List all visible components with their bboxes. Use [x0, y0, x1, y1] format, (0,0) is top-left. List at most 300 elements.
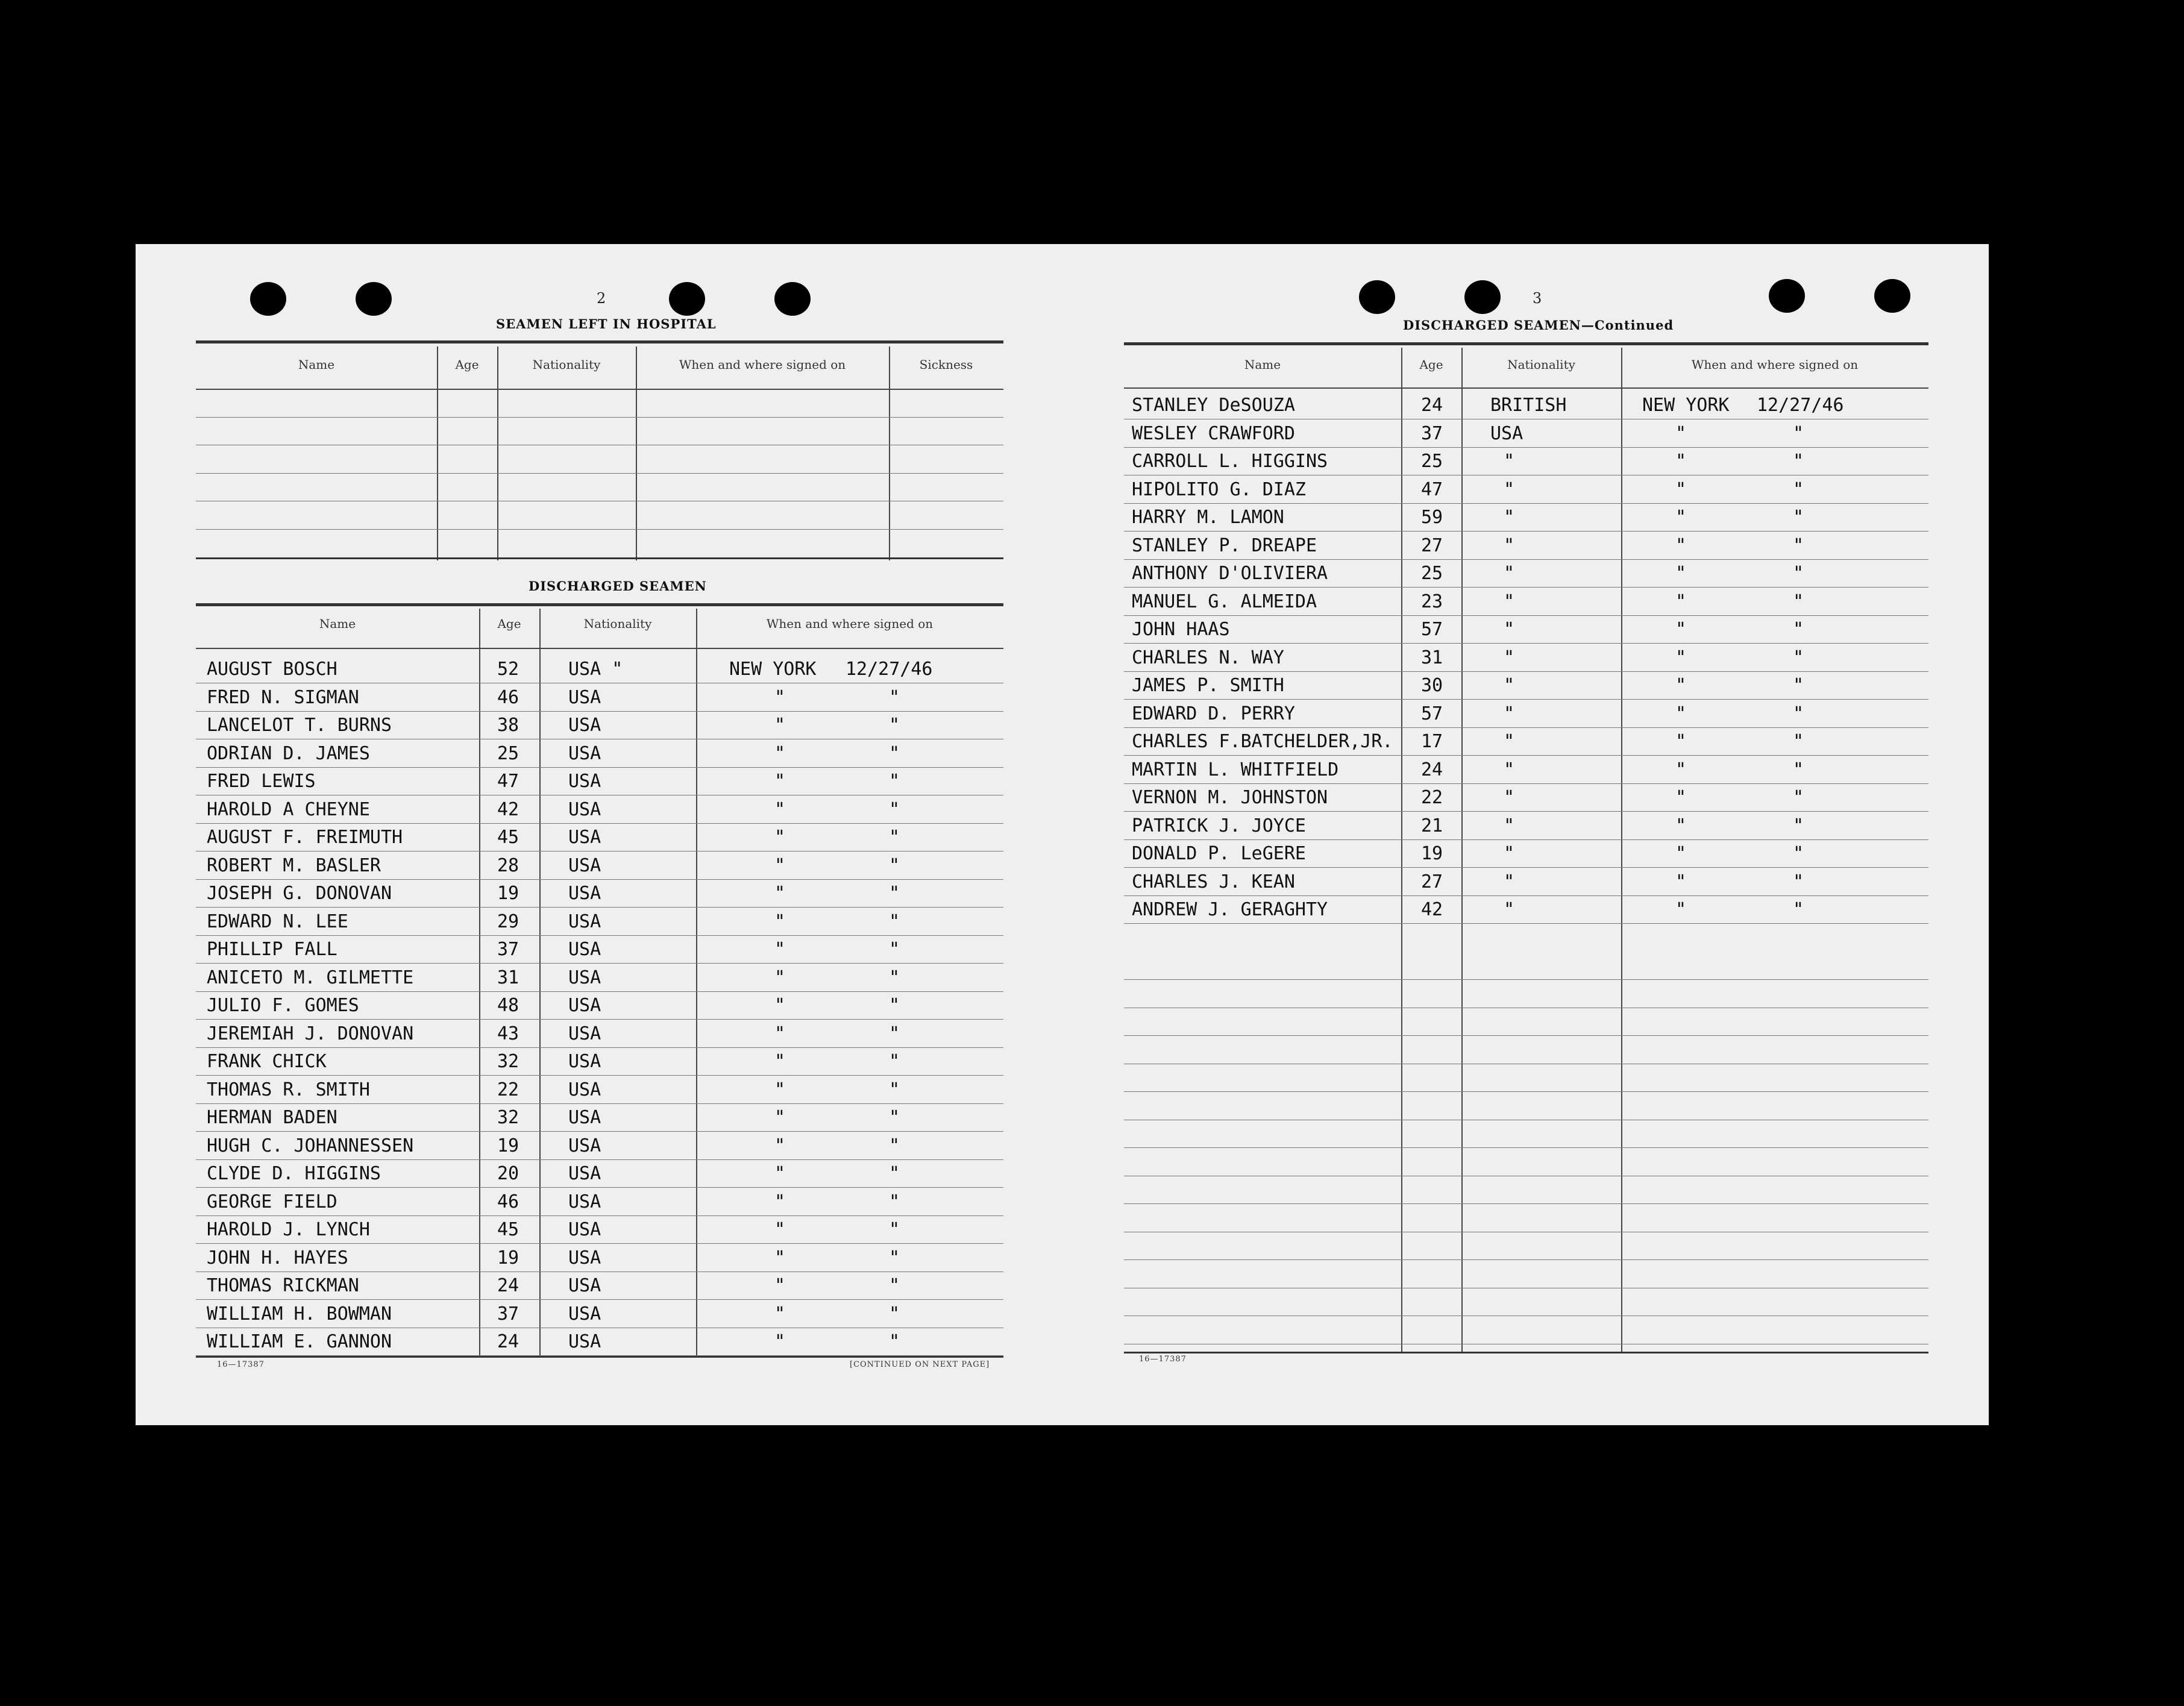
ruled-line [196, 1215, 1003, 1216]
seaman-name: EDWARD N. LEE [207, 911, 348, 932]
rule [1124, 1352, 1928, 1353]
ruled-line [1124, 1203, 1928, 1204]
ruled-line [196, 1243, 1003, 1244]
seaman-name: JOHN HAAS [1132, 619, 1230, 640]
seaman-age: 21 [1421, 815, 1443, 836]
signed-on-date: " [1793, 591, 1804, 612]
column-divider [539, 609, 541, 1356]
discharged-continued-title: DISCHARGED SEAMEN—Continued [1403, 318, 1674, 333]
punch-hole [250, 282, 286, 316]
seaman-age: 38 [497, 715, 519, 736]
seaman-age: 57 [1421, 619, 1443, 640]
signed-on-place: " [774, 742, 786, 764]
punch-hole [774, 282, 811, 316]
seaman-name: STANLEY DeSOUZA [1132, 395, 1295, 416]
seaman-name: DONALD P. LeGERE [1132, 843, 1306, 864]
signed-on-date: " [889, 798, 900, 820]
seaman-age: 46 [497, 686, 519, 708]
signed-on-date: " [1793, 535, 1804, 556]
signed-on-place: " [774, 855, 786, 876]
seaman-age: 17 [1421, 731, 1443, 752]
seaman-nationality: USA [568, 1079, 601, 1100]
signed-on-date: " [1793, 731, 1804, 752]
seaman-nationality: USA [568, 1135, 601, 1156]
ruled-line [196, 1187, 1003, 1188]
right-header-age: Age [1419, 357, 1443, 372]
seaman-age: 24 [497, 1275, 519, 1296]
seaman-nationality: USA [568, 883, 601, 904]
ruled-line [1124, 671, 1928, 672]
signed-on-place: " [774, 1079, 786, 1100]
signed-on-date: " [889, 1191, 900, 1212]
signed-on-date: " [1793, 759, 1804, 780]
signed-on-place: " [1675, 478, 1687, 500]
ruled-line [196, 473, 1003, 474]
seaman-age: 27 [1421, 871, 1443, 892]
seaman-age: 32 [497, 1107, 519, 1128]
punch-hole [669, 282, 705, 316]
seaman-age: 19 [1421, 843, 1443, 864]
seaman-nationality: " [1504, 535, 1515, 556]
signed-on-place: " [1675, 731, 1687, 752]
ruled-line [1124, 727, 1928, 728]
ruled-line [1124, 1147, 1928, 1148]
column-divider [1621, 348, 1622, 1353]
signed-on-date: " [1793, 787, 1804, 808]
seaman-age: 25 [1421, 563, 1443, 584]
signed-on-place: " [774, 1191, 786, 1212]
seaman-name: HERMAN BADEN [207, 1107, 337, 1128]
column-divider [1401, 348, 1402, 1353]
seaman-nationality: " [1504, 843, 1515, 864]
document-sheet [136, 244, 1989, 1425]
seaman-age: 24 [1421, 759, 1443, 780]
signed-on-date: " [889, 1219, 900, 1240]
signed-on-place: " [1675, 899, 1687, 920]
seaman-nationality: USA [568, 939, 601, 960]
signed-on-place: " [774, 1051, 786, 1072]
ruled-line [196, 1131, 1003, 1132]
signed-on-place: " [774, 967, 786, 988]
seaman-nationality: USA [568, 1247, 601, 1269]
signed-on-place: " [774, 911, 786, 932]
signed-on-place: " [774, 1219, 786, 1240]
signed-on-place: " [774, 1163, 786, 1184]
signed-on-date: " [889, 686, 900, 708]
column-divider [889, 347, 890, 560]
seaman-nationality: " [1504, 703, 1515, 724]
seaman-name: MANUEL G. ALMEIDA [1132, 591, 1317, 612]
seaman-age: 47 [497, 771, 519, 792]
discharged-title: DISCHARGED SEAMEN [529, 579, 707, 594]
hospital-header-signed-on: When and where signed on [679, 357, 846, 372]
ruled-line [1124, 923, 1928, 924]
seaman-nationality: " [1504, 675, 1515, 696]
signed-on-place: " [774, 1247, 786, 1269]
seaman-nationality: " [1504, 478, 1515, 500]
ruled-line [196, 823, 1003, 824]
signed-on-date: " [889, 1023, 900, 1044]
signed-on-place: " [774, 939, 786, 960]
signed-on-date: " [889, 1163, 900, 1184]
signed-on-place: " [774, 995, 786, 1016]
signed-on-date: " [1793, 563, 1804, 584]
seaman-name: HAROLD A CHEYNE [207, 798, 370, 820]
seaman-age: 42 [497, 798, 519, 820]
signed-on-date: " [889, 1051, 900, 1072]
rule [1124, 342, 1928, 345]
rule [196, 340, 1003, 343]
signed-on-place: " [1675, 787, 1687, 808]
signed-on-date: " [889, 715, 900, 736]
seaman-name: ANICETO M. GILMETTE [207, 967, 414, 988]
signed-on-date: " [889, 827, 900, 848]
seaman-nationality: " [1504, 731, 1515, 752]
signed-on-date: " [889, 1079, 900, 1100]
signed-on-place: " [1675, 759, 1687, 780]
signed-on-place: NEW YORK [729, 659, 817, 680]
seaman-nationality: " [1504, 619, 1515, 640]
punch-hole [1874, 279, 1910, 313]
ruled-line [196, 648, 1003, 649]
ruled-line [1124, 615, 1928, 616]
ruled-line [196, 1075, 1003, 1076]
discharged-header-name: Name [319, 616, 356, 631]
signed-on-date: " [889, 939, 900, 960]
seaman-name: ODRIAN D. JAMES [207, 742, 370, 764]
signed-on-date: " [889, 1247, 900, 1269]
ruled-line [196, 935, 1003, 936]
signed-on-date: " [889, 1331, 900, 1352]
seaman-age: 37 [497, 939, 519, 960]
seaman-nationality: " [1504, 507, 1515, 528]
seaman-age: 37 [497, 1303, 519, 1325]
seaman-age: 59 [1421, 507, 1443, 528]
seaman-age: 27 [1421, 535, 1443, 556]
ruled-line [1124, 447, 1928, 448]
signed-on-date: " [889, 1135, 900, 1156]
seaman-age: 29 [497, 911, 519, 932]
signed-on-date: " [889, 911, 900, 932]
seaman-name: ANDREW J. GERAGHTY [1132, 899, 1328, 920]
seaman-name: FRED N. SIGMAN [207, 686, 359, 708]
ruled-line [1124, 503, 1928, 504]
right-header-nationality: Nationality [1507, 357, 1575, 372]
ruled-line [196, 1299, 1003, 1300]
seaman-nationality: USA [568, 967, 601, 988]
seaman-age: 45 [497, 827, 519, 848]
signed-on-place: " [1675, 619, 1687, 640]
seaman-name: FRANK CHICK [207, 1051, 327, 1072]
seaman-nationality: USA [568, 995, 601, 1016]
signed-on-place: " [1675, 535, 1687, 556]
column-divider [497, 347, 498, 560]
seaman-name: JEREMIAH J. DONOVAN [207, 1023, 414, 1044]
ruled-line [196, 1047, 1003, 1048]
signed-on-place: " [1675, 703, 1687, 724]
ruled-line [196, 767, 1003, 768]
discharged-header-age: Age [497, 616, 521, 631]
ruled-line [196, 711, 1003, 712]
seaman-name: AUGUST BOSCH [207, 659, 337, 680]
ruled-line [1124, 643, 1928, 644]
seaman-age: 31 [497, 967, 519, 988]
seaman-name: FRED LEWIS [207, 771, 316, 792]
seaman-age: 46 [497, 1191, 519, 1212]
seaman-nationality: USA [568, 1303, 601, 1325]
seaman-nationality: USA [1490, 422, 1523, 444]
seaman-age: 25 [497, 742, 519, 764]
signed-on-place: " [1675, 422, 1687, 444]
signed-on-date: " [1793, 647, 1804, 668]
seaman-name: HARRY M. LAMON [1132, 507, 1284, 528]
signed-on-place: " [1675, 507, 1687, 528]
punch-hole [1359, 280, 1395, 314]
page-number-left: 2 [597, 290, 606, 307]
signed-on-place: " [1675, 647, 1687, 668]
continued-note: [CONTINUED ON NEXT PAGE] [850, 1360, 990, 1369]
seaman-nationality: USA [568, 1219, 601, 1240]
seaman-nationality: USA [568, 911, 601, 932]
signed-on-date: " [889, 883, 900, 904]
seaman-name: PATRICK J. JOYCE [1132, 815, 1306, 836]
signed-on-date: " [889, 967, 900, 988]
seaman-age: 24 [497, 1331, 519, 1352]
seaman-age: 43 [497, 1023, 519, 1044]
seaman-name: AUGUST F. FREIMUTH [207, 827, 403, 848]
seaman-age: 19 [497, 1247, 519, 1269]
discharged-header-signed-on: When and where signed on [766, 616, 934, 631]
seaman-nationality: " [1504, 759, 1515, 780]
seaman-name: JOHN H. HAYES [207, 1247, 348, 1269]
seaman-nationality: USA [568, 715, 601, 736]
column-divider [636, 347, 637, 560]
seaman-name: WESLEY CRAWFORD [1132, 422, 1295, 444]
signed-on-date: " [889, 771, 900, 792]
form-number-right: 16—17387 [1139, 1355, 1187, 1364]
hospital-header-nationality: Nationality [532, 357, 601, 372]
seaman-nationality: USA [568, 1023, 601, 1044]
seaman-age: 19 [497, 883, 519, 904]
signed-on-place: " [1675, 815, 1687, 836]
ruled-line [1124, 755, 1928, 756]
seaman-name: CHARLES N. WAY [1132, 647, 1284, 668]
form-number-left: 16—17387 [217, 1360, 265, 1369]
seaman-nationality: " [1504, 871, 1515, 892]
ruled-line [1124, 1035, 1928, 1036]
seaman-nationality: BRITISH [1490, 395, 1567, 416]
ruled-line [196, 389, 1003, 390]
column-divider [437, 347, 438, 560]
page-number-right: 3 [1533, 290, 1542, 307]
ruled-line [1124, 1091, 1928, 1092]
signed-on-date: " [1793, 843, 1804, 864]
signed-on-place: " [1675, 843, 1687, 864]
ruled-line [196, 963, 1003, 964]
signed-on-place: " [774, 771, 786, 792]
signed-on-date: " [889, 995, 900, 1016]
seaman-nationality: USA [568, 1107, 601, 1128]
ruled-line [1124, 699, 1928, 700]
signed-on-date: " [1793, 703, 1804, 724]
signed-on-place: " [1675, 451, 1687, 472]
seaman-name: CHARLES J. KEAN [1132, 871, 1295, 892]
signed-on-date: " [1793, 451, 1804, 472]
right-header-name: Name [1244, 357, 1281, 372]
seaman-nationality: USA " [568, 659, 623, 680]
signed-on-place: " [1675, 675, 1687, 696]
signed-on-date: " [1793, 815, 1804, 836]
signed-on-date: " [1793, 478, 1804, 500]
seaman-age: 32 [497, 1051, 519, 1072]
seaman-age: 48 [497, 995, 519, 1016]
seaman-nationality: " [1504, 787, 1515, 808]
seaman-name: JOSEPH G. DONOVAN [207, 883, 392, 904]
signed-on-date: " [1793, 871, 1804, 892]
seaman-name: ANTHONY D'OLIVIERA [1132, 563, 1328, 584]
seaman-nationality: USA [568, 1275, 601, 1296]
seaman-nationality: USA [568, 855, 601, 876]
seaman-name: STANLEY P. DREAPE [1132, 535, 1317, 556]
signed-on-place: " [774, 686, 786, 708]
signed-on-date: " [1793, 422, 1804, 444]
seaman-name: WILLIAM H. BOWMAN [207, 1303, 392, 1325]
seaman-nationality: USA [568, 771, 601, 792]
signed-on-place: " [774, 1303, 786, 1325]
signed-on-date: " [1793, 675, 1804, 696]
signed-on-place: " [1675, 591, 1687, 612]
seaman-name: CLYDE D. HIGGINS [207, 1163, 381, 1184]
punch-hole [356, 282, 392, 316]
seaman-age: 30 [1421, 675, 1443, 696]
punch-hole [1769, 279, 1805, 313]
seaman-nationality: USA [568, 742, 601, 764]
ruled-line [1124, 811, 1928, 812]
ruled-line [1124, 531, 1928, 532]
seaman-nationality: " [1504, 591, 1515, 612]
ruled-line [1124, 783, 1928, 784]
seaman-age: 20 [497, 1163, 519, 1184]
signed-on-place: NEW YORK [1642, 395, 1730, 416]
signed-on-place: " [774, 827, 786, 848]
signed-on-place: " [774, 715, 786, 736]
hospital-header-age: Age [455, 357, 479, 372]
rule [196, 603, 1003, 606]
ruled-line [1124, 1259, 1928, 1260]
signed-on-place: " [774, 1275, 786, 1296]
seaman-nationality: " [1504, 647, 1515, 668]
seaman-name: THOMAS R. SMITH [207, 1079, 370, 1100]
seaman-name: JULIO F. GOMES [207, 995, 359, 1016]
seaman-age: 57 [1421, 703, 1443, 724]
seaman-nationality: USA [568, 1331, 601, 1352]
ruled-line [196, 1103, 1003, 1104]
seaman-age: 25 [1421, 451, 1443, 472]
signed-on-date: 12/27/46 [846, 659, 933, 680]
signed-on-date: " [889, 1275, 900, 1296]
seaman-name: HAROLD J. LYNCH [207, 1219, 370, 1240]
hospital-header-name: Name [298, 357, 335, 372]
seaman-name: MARTIN L. WHITFIELD [1132, 759, 1339, 780]
discharged-header-nationality: Nationality [583, 616, 652, 631]
rule [196, 557, 1003, 559]
rule [196, 1356, 1003, 1358]
ruled-line [1124, 839, 1928, 840]
signed-on-date: " [1793, 619, 1804, 640]
ruled-line [196, 907, 1003, 908]
seaman-age: 24 [1421, 395, 1443, 416]
ruled-line [1124, 387, 1928, 389]
seaman-name: LANCELOT T. BURNS [207, 715, 392, 736]
signed-on-place: " [774, 1107, 786, 1128]
signed-on-date: " [1793, 899, 1804, 920]
seaman-nationality: USA [568, 1191, 601, 1212]
seaman-name: ROBERT M. BASLER [207, 855, 381, 876]
seaman-nationality: " [1504, 815, 1515, 836]
seaman-name: PHILLIP FALL [207, 939, 337, 960]
ruled-line [196, 879, 1003, 880]
right-header-signed-on: When and where signed on [1691, 357, 1859, 372]
ruled-line [196, 991, 1003, 992]
seaman-age: 52 [497, 659, 519, 680]
seaman-name: HUGH C. JOHANNESSEN [207, 1135, 414, 1156]
column-divider [696, 609, 697, 1356]
signed-on-place: " [1675, 563, 1687, 584]
seaman-name: THOMAS RICKMAN [207, 1275, 359, 1296]
ruled-line [196, 529, 1003, 530]
ruled-line [196, 417, 1003, 418]
seaman-name: CHARLES F.BATCHELDER,JR. [1132, 731, 1393, 752]
signed-on-place: " [774, 1023, 786, 1044]
seaman-age: 28 [497, 855, 519, 876]
seaman-nationality: USA [568, 1051, 601, 1072]
seaman-nationality: " [1504, 899, 1515, 920]
seaman-name: HIPOLITO G. DIAZ [1132, 478, 1306, 500]
ruled-line [1124, 867, 1928, 868]
signed-on-date: " [1793, 507, 1804, 528]
seaman-nationality: USA [568, 686, 601, 708]
signed-on-date: " [889, 742, 900, 764]
seaman-age: 22 [1421, 787, 1443, 808]
signed-on-place: " [1675, 871, 1687, 892]
seaman-age: 37 [1421, 422, 1443, 444]
signed-on-place: " [774, 1331, 786, 1352]
column-divider [479, 609, 480, 1356]
seaman-name: WILLIAM E. GANNON [207, 1331, 392, 1352]
seaman-age: 31 [1421, 647, 1443, 668]
hospital-header-sickness: Sickness [919, 357, 973, 372]
signed-on-date: 12/27/46 [1757, 395, 1844, 416]
signed-on-date: " [889, 855, 900, 876]
seaman-age: 22 [497, 1079, 519, 1100]
seaman-age: 45 [497, 1219, 519, 1240]
column-divider [1461, 348, 1463, 1353]
ruled-line [196, 1019, 1003, 1020]
seaman-name: VERNON M. JOHNSTON [1132, 787, 1328, 808]
seaman-nationality: USA [568, 827, 601, 848]
seaman-name: EDWARD D. PERRY [1132, 703, 1295, 724]
ruled-line [1124, 587, 1928, 588]
signed-on-place: " [774, 883, 786, 904]
hospital-title: SEAMEN LEFT IN HOSPITAL [496, 316, 717, 331]
signed-on-date: " [889, 1107, 900, 1128]
signed-on-place: " [774, 1135, 786, 1156]
ruled-line [196, 1159, 1003, 1160]
seaman-nationality: USA [568, 1163, 601, 1184]
ruled-line [1124, 559, 1928, 560]
seaman-nationality: USA [568, 798, 601, 820]
seaman-age: 42 [1421, 899, 1443, 920]
